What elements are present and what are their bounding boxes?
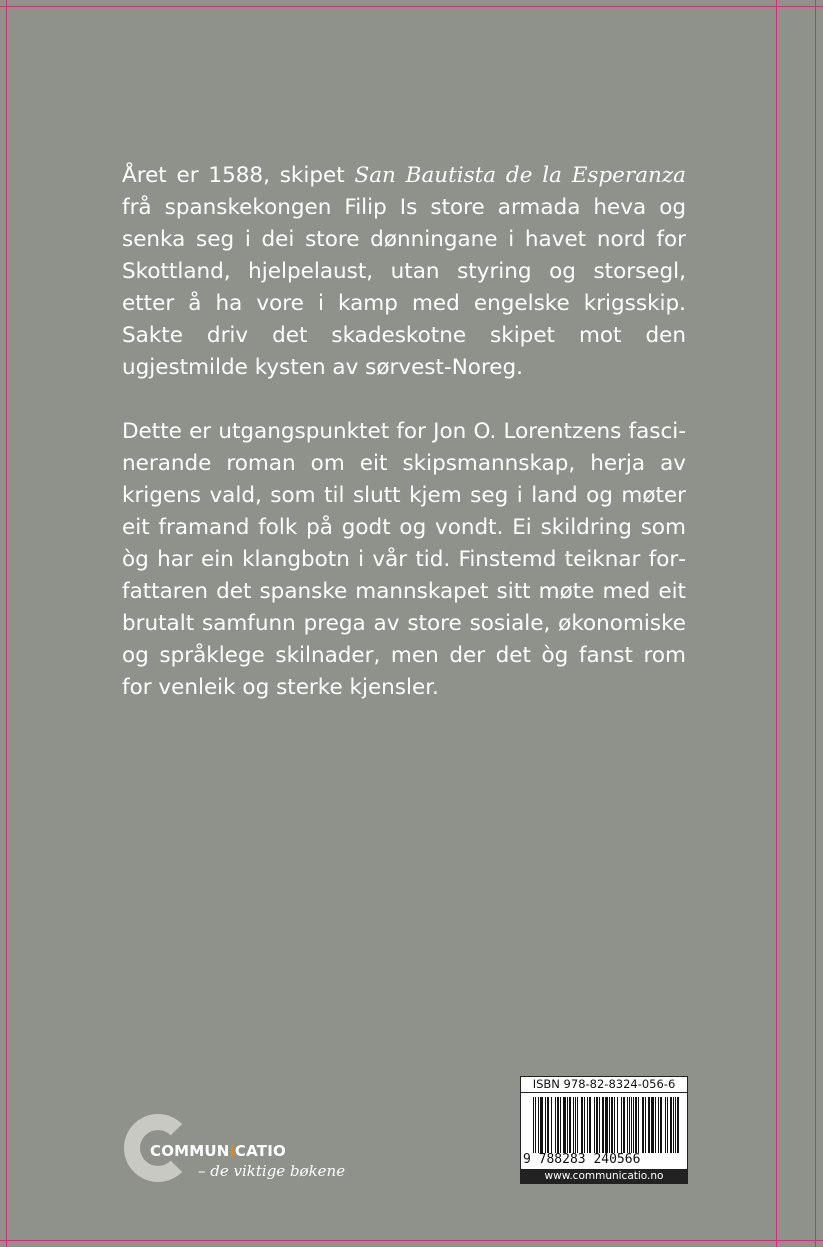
- barcode-bar: [655, 1097, 656, 1153]
- barcode-bar: [538, 1097, 539, 1153]
- barcode-bar: [677, 1097, 679, 1153]
- trim-line-right: [815, 0, 816, 1247]
- barcode-bar: [605, 1097, 608, 1153]
- barcode-bar: [642, 1097, 644, 1153]
- barcode-bar: [648, 1097, 650, 1153]
- barcode-bar: [665, 1097, 666, 1153]
- barcode-bar: [670, 1097, 672, 1153]
- barcode-bar: [599, 1097, 600, 1153]
- barcode-bar: [629, 1097, 630, 1153]
- barcode-bar: [675, 1097, 676, 1153]
- barcode-bar: [673, 1097, 674, 1153]
- barcode-bar: [577, 1097, 578, 1153]
- publisher-logo: [124, 1112, 364, 1184]
- trim-line-spine: [776, 0, 777, 1247]
- barcode-bar: [573, 1097, 574, 1153]
- publisher-name: [150, 1142, 286, 1160]
- publisher-url: www.communicatio.no: [521, 1169, 687, 1183]
- blurb-paragraph-1: [122, 160, 686, 384]
- publisher-name-part: CATIO: [234, 1142, 286, 1160]
- barcode-bar: [633, 1097, 634, 1153]
- barcode-bar: [535, 1097, 536, 1153]
- publisher-name-part: COMMUN: [150, 1142, 230, 1160]
- barcode-icon: [533, 1097, 679, 1153]
- publisher-tagline: – de viktige bøkene: [198, 1162, 346, 1180]
- ship-name: San Bautista de la Esperanza: [354, 163, 686, 188]
- barcode-bar: [557, 1097, 559, 1153]
- trim-line-left: [6, 0, 7, 1247]
- barcode-bar: [623, 1097, 625, 1153]
- barcode-bar: [569, 1097, 571, 1153]
- barcode-digits: 9 788283 240566: [523, 1152, 641, 1167]
- barcode-bar: [594, 1097, 595, 1153]
- barcode-bar: [596, 1097, 598, 1153]
- barcode-bar: [651, 1097, 654, 1153]
- barcode-bar: [560, 1097, 561, 1153]
- barcode-bar: [667, 1097, 668, 1153]
- barcode-bar: [540, 1097, 543, 1153]
- barcode-bar: [602, 1097, 604, 1153]
- publisher-name-accent: i: [229, 1142, 235, 1160]
- barcode-bar: [658, 1097, 659, 1153]
- barcode-bar: [555, 1097, 556, 1153]
- barcode-bar: [551, 1097, 552, 1153]
- barcode-bar: [533, 1097, 534, 1153]
- barcode-bar: [563, 1097, 566, 1153]
- barcode-bar: [584, 1097, 585, 1153]
- barcode-bar: [589, 1097, 591, 1153]
- barcode-bar: [638, 1097, 639, 1153]
- isbn-barcode-box: [520, 1076, 688, 1184]
- barcode-bar: [587, 1097, 588, 1153]
- barcode-bar: [567, 1097, 568, 1153]
- blurb-text: frå spanskekongen Filip Is store armada heva og senka seg i dei store dønningane i havet nord for Skottland, hjelpelaust, utan styring og storsegl, etter å ha vore i kamp med engelske krigsskip. Sakte driv det skadeskotne skipet mot den ugjestmilde kysten av sørvest-Noreg.: [122, 195, 686, 380]
- barcode-bar: [545, 1097, 546, 1153]
- blurb-text: Året er 1588, skipet: [122, 163, 355, 188]
- barcode-bar: [660, 1097, 662, 1153]
- isbn-number: ISBN 978-82-8324-056-6: [521, 1077, 687, 1093]
- barcode-bar: [627, 1097, 628, 1153]
- barcode-bar: [614, 1097, 615, 1153]
- barcode-bar: [547, 1097, 549, 1153]
- barcode-bar: [617, 1097, 618, 1153]
- barcode-bar: [581, 1097, 583, 1153]
- barcode-bar: [635, 1097, 637, 1153]
- blurb-paragraph-2: Dette er utgangspunktet for Jon O. Lorentzens fascinerande roman om eit skipsmannskap, herja av krigens vald, som til slutt kjem seg i land og møter eit framand folk på godt og vondt. Ei skildring som òg har ein klangbotn i vår tid. Finstemd teiknar forfattaren det spanske mannskapet sitt møte med eit brutalt samfunn prega av store sosiale, økonomiske og språklege skilnader, men der det òg fanst rom for venleik og sterke kjensler.: [122, 419, 686, 700]
- barcode-bar: [645, 1097, 646, 1153]
- back-cover-blurb: [122, 160, 686, 704]
- barcode-bar: [631, 1097, 632, 1153]
- trim-line-bottom: [0, 1240, 823, 1241]
- barcode-bar: [609, 1097, 610, 1153]
- barcode-bar: [611, 1097, 613, 1153]
- trim-line-top: [0, 6, 823, 7]
- barcode-bar: [621, 1097, 622, 1153]
- barcode-bar: [575, 1097, 576, 1153]
